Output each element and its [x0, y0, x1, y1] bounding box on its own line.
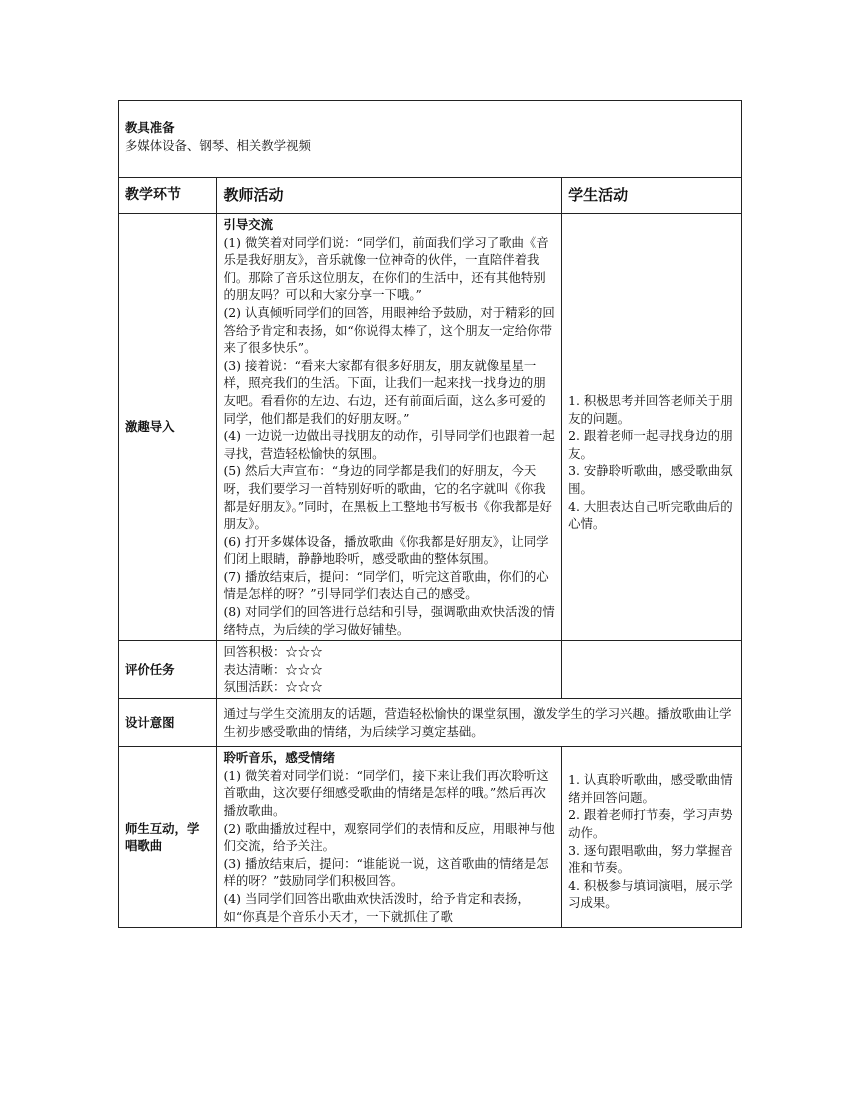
section2-student-item: 4. 积极参与填词演唱，展示学习成果。 [568, 877, 733, 911]
section1-step: (2) 认真倾听同学们的回答，用眼神给予鼓励，对于精彩的回答给予肯定和表扬，如“你说得太棒了，这个朋友一定给你带来了很多快乐”。 [223, 304, 555, 356]
lesson-plan-table [118, 100, 742, 928]
eval-row [119, 641, 742, 699]
prep-row [119, 101, 742, 178]
section2-student-item: 1. 认真聆听歌曲，感受歌曲情绪并回答问题。 [568, 772, 733, 805]
section1-title: 引导交流 [223, 217, 274, 232]
section1-step: (6) 打开多媒体设备，播放歌曲《你我都是好朋友》，让同学们闭上眼睛，静静地聆听，感受歌曲的整体氛围。 [223, 533, 549, 567]
section1-step: (5) 然后大声宣布：“身边的同学都是我们的好朋友，今天呀，我们要学习一首特别好听的歌曲，它的名字就叫《你我都是好朋友》。”同时，在黑板上工整地书写板书《你我都是好朋友》。 [223, 463, 552, 532]
eval-items [217, 641, 562, 699]
section1-step: (1) 微笑着对同学们说：“同学们，前面我们学习了歌曲《音乐是我好朋友》，音乐就像一位神奇的伙伴，一直陪伴着我们。那除了音乐这位朋友，在你们的生活中，还有其他特别的朋友吗？可以和大家分享一下哦。” [223, 234, 549, 303]
section1-student-item: 4. 大胆表达自己听完歌曲后的心情。 [568, 498, 733, 532]
section2-student-item: 3. 逐句跟唱歌曲，努力掌握音准和节奏。 [568, 842, 733, 876]
header-row [119, 178, 742, 214]
header-stage: 教学环节 [119, 178, 217, 214]
header-teacher: 教师活动 [217, 178, 562, 214]
eval-item: 回答积极：☆☆☆ [223, 644, 323, 660]
section1-student-item: 2. 跟着老师一起寻找身边的朋友。 [568, 428, 733, 461]
intent-label: 设计意图 [119, 699, 217, 747]
section2-title: 聆听音乐，感受情绪 [223, 750, 335, 766]
section2-teacher [217, 747, 562, 928]
eval-item: 表达清晰：☆☆☆ [223, 661, 323, 677]
section2-row [119, 747, 742, 928]
section1-step: (7) 播放结束后，提问：“同学们，听完这首歌曲，你们的心情是怎样的呀？”引导同学们表达自己的感受。 [223, 568, 549, 602]
section2-label: 师生互动，学唱歌曲 [119, 747, 217, 928]
section1-student [562, 214, 742, 641]
eval-empty [562, 641, 742, 699]
section1-step: (3) 接着说：“看来大家都有很多好朋友，朋友就像星星一样，照亮我们的生活。下面，让我们一起来找一找身边的朋友吧。看看你的左边、右边，还有前面后面，这么多可爱的同学，他们都是我们的好朋友呀。” [223, 357, 546, 426]
section2-step: (3) 播放结束后，提问：“谁能说一说，这首歌曲的情绪是怎样的呀？”鼓励同学们积极回答。 [223, 855, 549, 889]
header-student: 学生活动 [562, 178, 742, 214]
section1-student-item: 1. 积极思考并回答老师关于朋友的问题。 [568, 393, 733, 426]
prep-cell [119, 101, 742, 178]
section1-label: 激趣导入 [119, 214, 217, 641]
eval-item: 氛围活跃：☆☆☆ [223, 679, 323, 695]
section1-step: (8) 对同学们的回答进行总结和引导，强调歌曲欢快活泼的情绪特点，为后续的学习做好铺垫。 [223, 604, 555, 637]
section2-student [562, 747, 742, 928]
prep-content: 多媒体设备、钢琴、相关教学视频 [125, 137, 311, 153]
section1-student-item: 3. 安静聆听歌曲，感受歌曲氛围。 [568, 463, 733, 496]
section2-step: (4) 当同学们回答出歌曲欢快活泼时，给予肯定和表扬，如“你真是个音乐小天才，一下就抓住了歌 [223, 890, 530, 924]
section2-step: (2) 歌曲播放过程中，观察同学们的表情和反应，用眼神与他们交流，给予关注。 [223, 820, 555, 854]
eval-label: 评价任务 [119, 641, 217, 699]
section1-teacher [217, 214, 562, 641]
section1-step: (4) 一边说一边做出寻找朋友的动作，引导同学们也跟着一起寻找，营造轻松愉快的氛围。 [223, 428, 555, 461]
section2-student-item: 2. 跟着老师打节奏，学习声势动作。 [568, 807, 733, 840]
section1-row [119, 214, 742, 641]
intent-text: 通过与学生交流朋友的话题，营造轻松愉快的课堂氛围，激发学生的学习兴趣。播放歌曲让学生初步感受歌曲的情绪，为后续学习奠定基础。 [217, 699, 742, 747]
prep-title: 教具准备 [125, 120, 175, 135]
intent-row [119, 699, 742, 747]
section2-step: (1) 微笑着对同学们说：“同学们，接下来让我们再次聆听这首歌曲，这次要仔细感受歌曲的情绪是怎样的哦。”然后再次播放歌曲。 [223, 767, 549, 818]
